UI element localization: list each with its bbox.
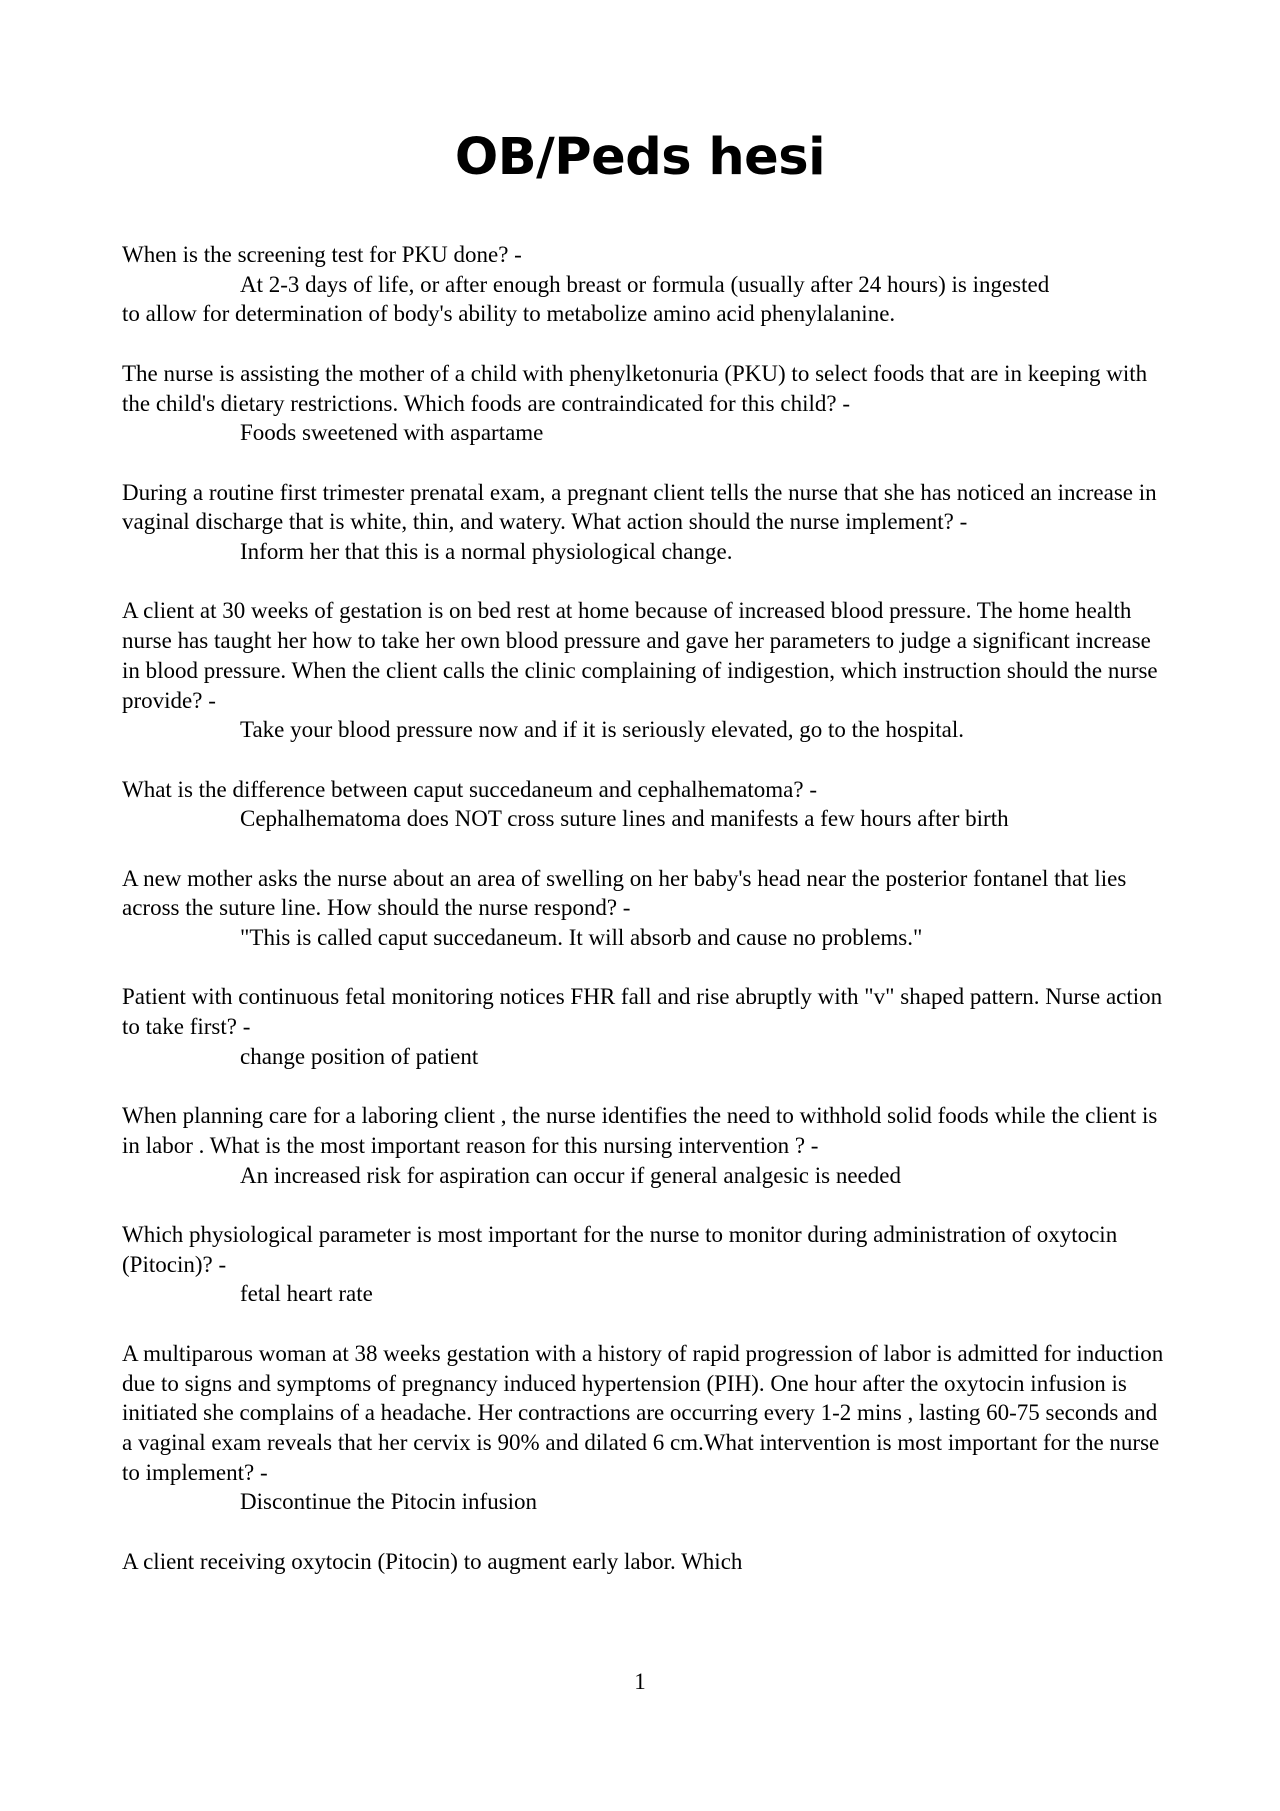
qa-item	[122, 478, 1172, 567]
qa-item	[122, 359, 1172, 448]
question-text: When planning care for a laboring client , the nurse identifies the need to withhold solid foods while the client is in labor . What is the most important reason for this nursing intervention ? -	[122, 1103, 1158, 1158]
qa-item	[122, 1101, 1172, 1190]
question-text: A client at 30 weeks of gestation is on bed rest at home because of increased blood pressure. The home health nurse has taught her how to take her own blood pressure and gave her parameters to judge a significant increase in blood pressure. When the client calls the clinic complaining of indigestion, which instruction should the nurse provide? -	[122, 598, 1158, 713]
answer-text: Inform her that this is a normal physiological change.	[240, 539, 733, 564]
qa-item	[122, 864, 1172, 953]
answer-text: fetal heart rate	[240, 1281, 373, 1307]
qa-item	[122, 1547, 1172, 1577]
page-number: 1	[634, 1669, 646, 1694]
answer-text: Discontinue the Pitocin infusion	[240, 1489, 538, 1515]
answer-text: An increased risk for aspiration can occur if general analgesic is needed	[240, 1162, 901, 1188]
question-text: When is the screening test for PKU done? -	[122, 242, 522, 267]
question-text: A client receiving oxytocin (Pitocin) to augment early labor. Which	[122, 1548, 743, 1574]
question-text: During a routine first trimester prenatal exam, a pregnant client tells the nurse that she has noticed an increase in vaginal discharge that is white, thin, and watery. What action should the nurse implement? -	[122, 479, 1157, 535]
qa-item	[122, 1220, 1172, 1309]
answer-text: change position of patient	[240, 1043, 479, 1069]
question-text: What is the difference between caput succedaneum and cephalhematoma? -	[122, 776, 817, 802]
page-title: OB/Peds hesi	[454, 128, 826, 187]
answer-text: Take your blood pressure now and if it is seriously elevated, go to the hospital.	[240, 717, 965, 743]
question-text: Which physiological parameter is most important for the nurse to monitor during administration of oxytocin (Pitocin)? -	[122, 1222, 1118, 1277]
qa-item	[122, 1339, 1172, 1517]
answer-continuation-text: to allow for determination of body's ability to metabolize amino acid phenylalanine.	[122, 301, 896, 327]
answer-text: Cephalhematoma does NOT cross suture lines and manifests a few hours after birth	[240, 806, 1009, 832]
qa-item	[122, 240, 1172, 329]
qa-list	[122, 240, 1172, 1606]
question-text: The nurse is assisting the mother of a child with phenylketonuria (PKU) to select foods that are in keeping with the child's dietary restrictions. Which foods are contraindicated for this child? -	[122, 360, 1148, 416]
qa-item	[122, 982, 1172, 1071]
question-text: A new mother asks the nurse about an area of swelling on her baby's head near the posterior fontanel that lies across the suture line. How should the nurse respond? -	[122, 865, 1127, 921]
qa-item	[122, 596, 1172, 745]
qa-item	[122, 775, 1172, 834]
question-text: A multiparous woman at 38 weeks gestation with a history of rapid progression of labor is admitted for induction due to signs and symptoms of pregnancy induced hypertension (PIH). One hour after the oxytocin infusion is initiated she complains of a headache. Her contractions are occurring every 1-2 mins , lasting 60-75 seconds and a vaginal exam reveals that her cervix is 90% and dilated 6 cm.What intervention is most important for the nurse to implement? -	[122, 1340, 1164, 1485]
answer-text: At 2-3 days of life, or after enough breast or formula (usually after 24 hours) is ingested	[240, 271, 1050, 297]
question-text: Patient with continuous fetal monitoring notices FHR fall and rise abruptly with "v" shaped pattern. Nurse action to take first? -	[122, 984, 1163, 1040]
answer-text: "This is called caput succedaneum. It will absorb and cause no problems."	[240, 925, 923, 951]
answer-text: Foods sweetened with aspartame	[240, 420, 544, 446]
